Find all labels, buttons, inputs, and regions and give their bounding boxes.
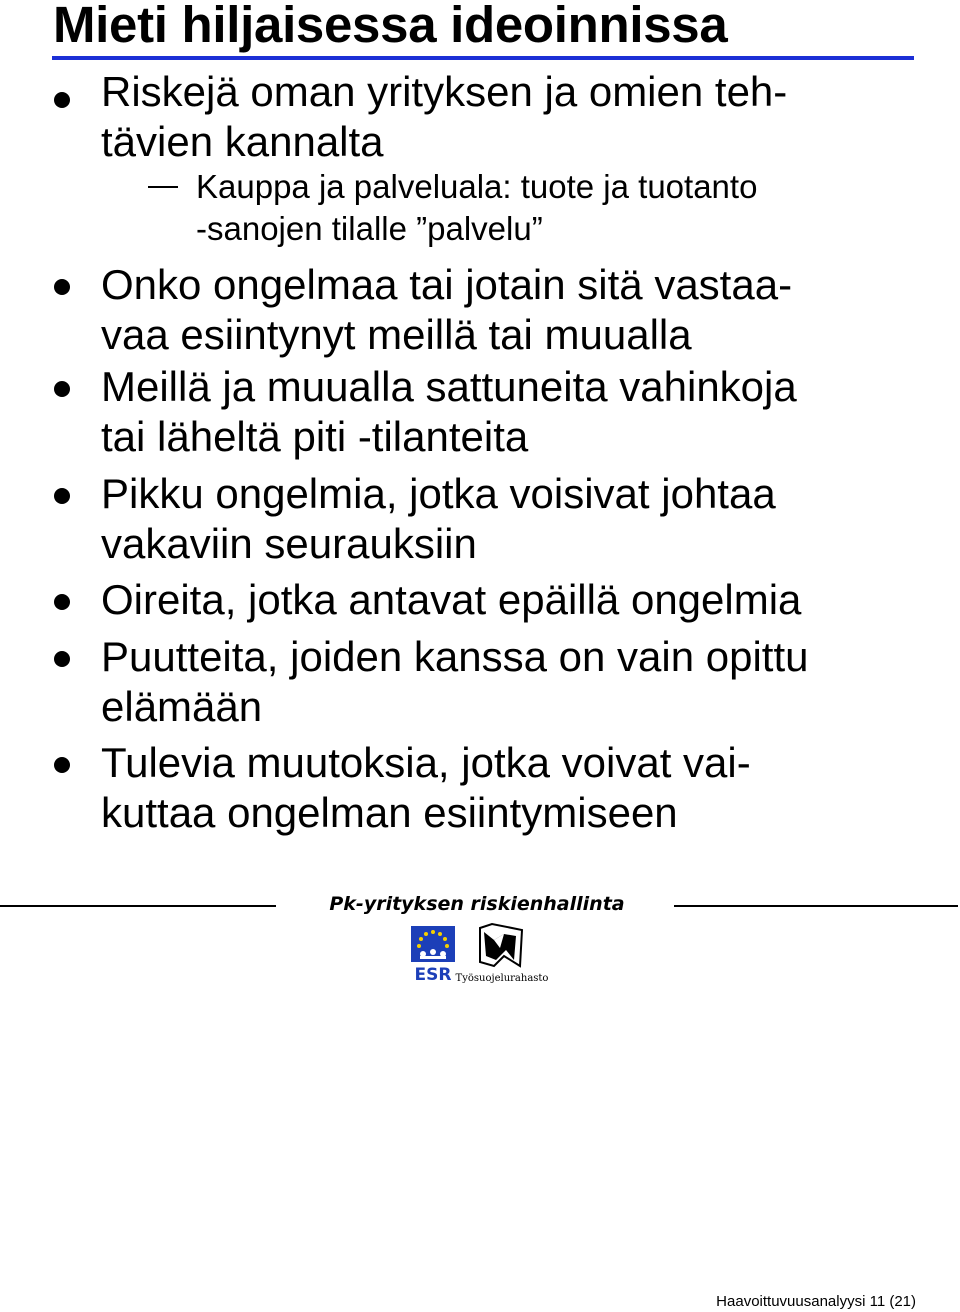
sub-bullet-text-line: -sanojen tilalle ”palvelu” (196, 210, 543, 247)
bullet-dot-icon (54, 381, 70, 397)
sub-bullet-dash-icon (148, 186, 178, 188)
bullet-item (101, 575, 801, 625)
bullet-dot-icon (54, 757, 70, 773)
bullet-dot-icon (54, 488, 70, 504)
bullet-item (101, 67, 787, 167)
bullet-text-line: Oireita, jotka antavat epäillä ongelmia (101, 576, 802, 623)
bullet-text-line: Tulevia muutoksia, jotka voivat vai- (101, 739, 751, 786)
tyosuojelurahasto-logo-text: Työsuojelurahasto (455, 973, 549, 984)
bullet-dot-icon (54, 279, 70, 295)
footer-title: Pk-yrityksen riskienhallinta (329, 893, 625, 915)
bullet-item (101, 260, 792, 360)
bullet-text-line: vaa esiintynyt meillä tai muualla (101, 311, 692, 358)
bullet-text-line: Puutteita, joiden kanssa on vain opittu (101, 633, 809, 680)
bullet-text-line: elämään (101, 683, 263, 730)
bullet-item (101, 632, 808, 732)
sub-bullet-item (196, 166, 757, 250)
slide-title: Mieti hiljaisessa ideoinnissa (53, 0, 728, 53)
sub-bullet-text-line: Kauppa ja palveluala: tuote ja tuotanto (196, 168, 758, 205)
bullet-dot-icon (54, 651, 70, 667)
bullet-text-line: Pikku ongelmia, jotka voisivat johtaa (101, 470, 776, 517)
bullet-text-line: tävien kannalta (101, 118, 384, 165)
bullet-dot-icon (54, 92, 70, 108)
bullet-text-line: Onko ongelmaa tai jotain sitä vastaa- (101, 261, 793, 308)
bullet-item (101, 469, 776, 569)
esr-logo-icon (408, 924, 458, 985)
bullet-item (101, 362, 797, 462)
title-underline (52, 56, 914, 60)
bullet-item (101, 738, 751, 838)
bullet-text-line: Meillä ja muualla sattuneita vahinkoja (101, 363, 797, 410)
bullet-text-line: Riskejä oman yrityksen ja omien teh- (101, 68, 788, 115)
page-number-label: Haavoittuvuusanalyysi 11 (21) (716, 1293, 916, 1310)
bullet-text-line: vakaviin seurauksiin (101, 520, 477, 567)
bullet-text-line: kuttaa ongelman esiintymiseen (101, 789, 678, 836)
tyosuojelurahasto-logo-icon (455, 922, 549, 984)
bullet-dot-icon (54, 594, 70, 610)
esr-logo-text: ESR (414, 965, 452, 985)
bullet-text-line: tai läheltä piti -tilanteita (101, 413, 529, 460)
